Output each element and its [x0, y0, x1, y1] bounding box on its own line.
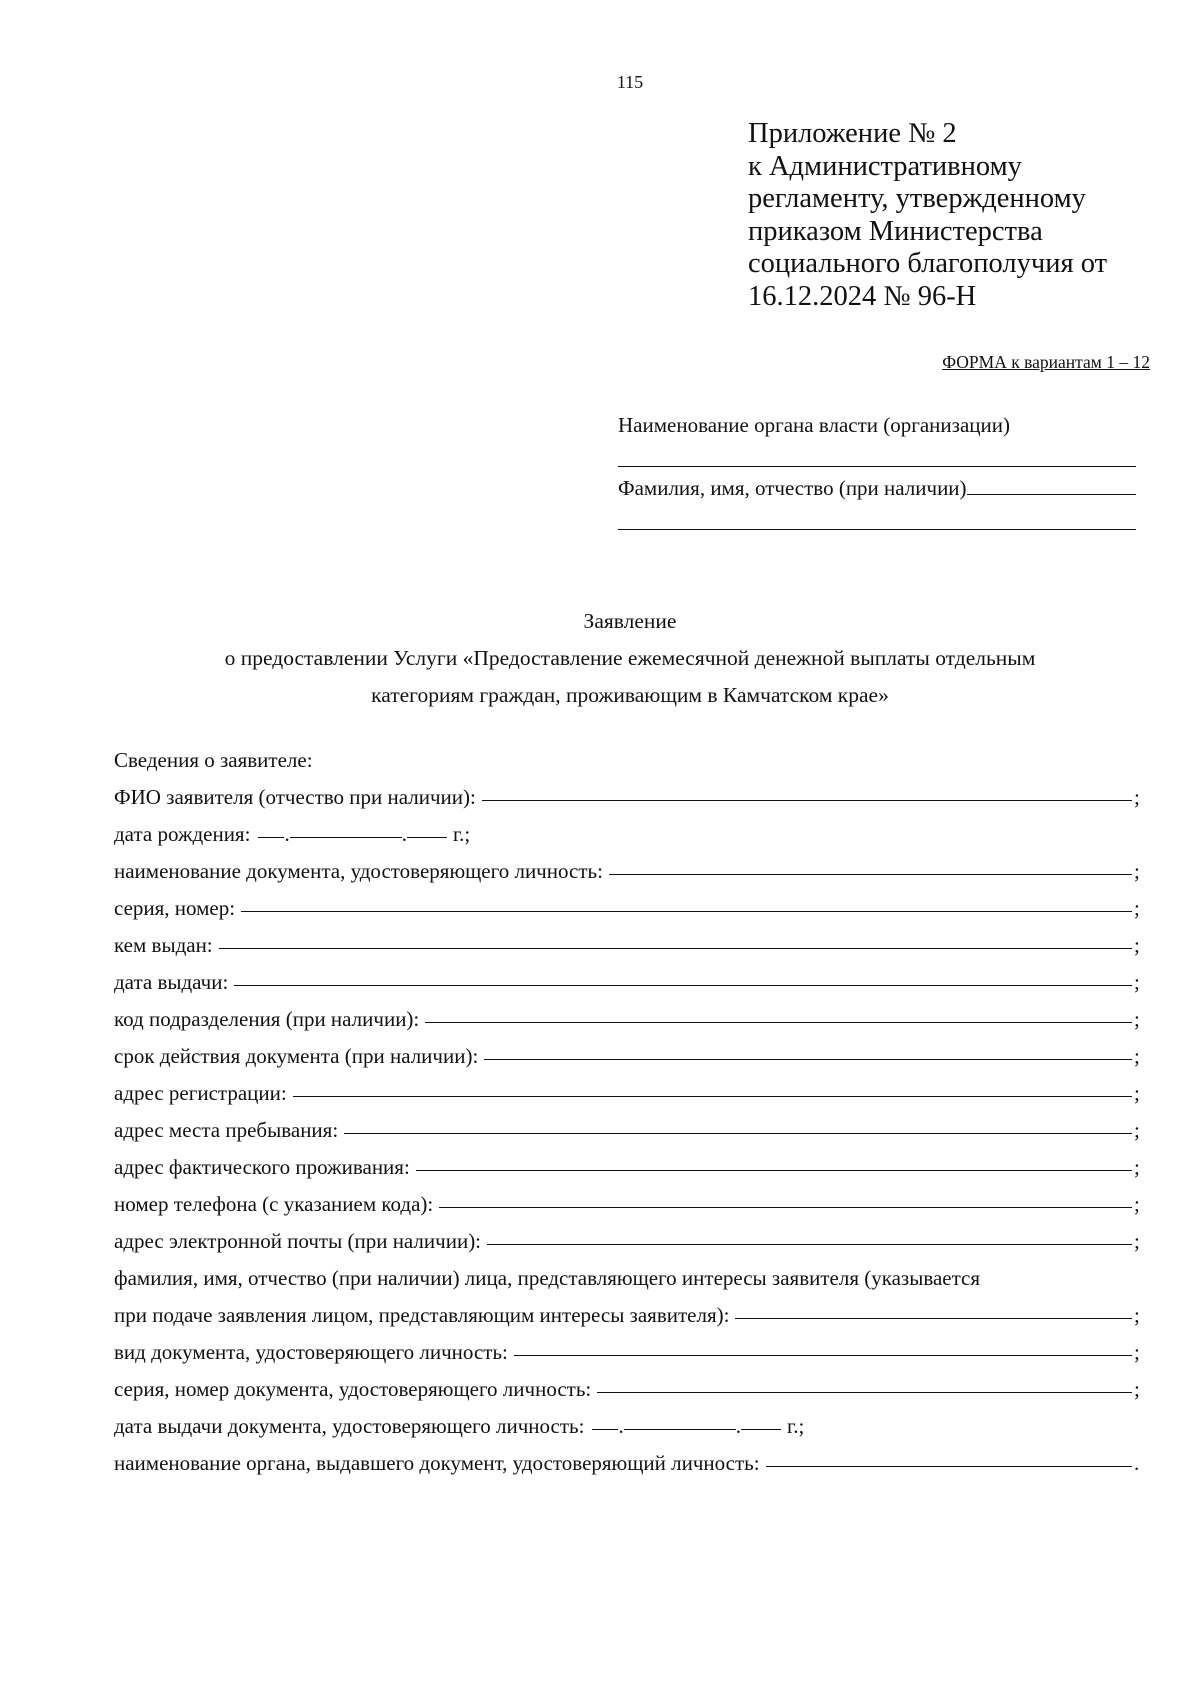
- reg-address-input[interactable]: [293, 1096, 1132, 1097]
- field-label: при подаче заявления лицом, представляющим интересы заявителя):: [114, 1303, 730, 1327]
- field-label: серия, номер документа, удостоверяющего личность:: [114, 1377, 592, 1401]
- appendix-line: приказом Министерства: [748, 215, 1043, 247]
- field-row: срок действия документа (при наличии): ;: [114, 1044, 1140, 1068]
- field-row: код подразделения (при наличии): ;: [114, 1007, 1140, 1031]
- field-row: кем выдан: ;: [114, 933, 1140, 957]
- appendix-line: Приложение № 2: [748, 118, 957, 149]
- rep-doc-date-input[interactable]: . .: [592, 1414, 781, 1439]
- email-input[interactable]: [487, 1244, 1132, 1245]
- page-number: 115: [616, 72, 644, 92]
- field-label: адрес фактического проживания:: [114, 1155, 410, 1179]
- fio-field[interactable]: [967, 493, 1136, 495]
- applicant-fields: [114, 748, 1142, 1488]
- field-label: дата выдачи документа, удостоверяющего личность:: [114, 1414, 585, 1438]
- field-row: дата выдачи: ;: [114, 970, 1140, 994]
- field-label: адрес места пребывания:: [114, 1118, 339, 1142]
- field-row: ФИО заявителя (отчество при наличии): ;: [114, 785, 1140, 809]
- field-label: дата рождения:: [114, 822, 251, 846]
- actual-address-input[interactable]: [416, 1170, 1132, 1171]
- field-label: номер телефона (с указанием кода):: [114, 1192, 434, 1216]
- field-row: адрес регистрации: ;: [114, 1081, 1140, 1105]
- field-row: [114, 1266, 1142, 1303]
- title-line: категориям граждан, проживающим в Камчатском крае»: [371, 683, 889, 707]
- birth-date-input[interactable]: . .: [258, 822, 447, 847]
- field-row: при подаче заявления лицом, представляющим интересы заявителя): ;: [114, 1303, 1140, 1327]
- field-row: адрес электронной почты (при наличии): ;: [114, 1229, 1140, 1253]
- field-row: дата рождения: . . г.;: [114, 822, 471, 846]
- field-label: вид документа, удостоверяющего личность:: [114, 1340, 508, 1364]
- section-label: Сведения о заявителе:: [114, 748, 313, 772]
- appendix-line: регламенту, утвержденному: [748, 183, 1086, 214]
- authority-field[interactable]: [618, 438, 1136, 467]
- field-row: дата выдачи документа, удостоверяющего личность: . . г.;: [114, 1414, 805, 1438]
- field-row: наименование документа, удостоверяющего личность: ;: [114, 859, 1140, 883]
- field-row: серия, номер: ;: [114, 896, 1140, 920]
- issued-by-input[interactable]: [219, 948, 1132, 949]
- field-label: наименование органа, выдавшего документ, удостоверяющий личность:: [114, 1451, 760, 1475]
- rep-doc-type-input[interactable]: [514, 1355, 1132, 1356]
- series-number-input[interactable]: [241, 911, 1132, 912]
- rep-doc-series-input[interactable]: [597, 1392, 1132, 1393]
- field-label: фамилия, имя, отчество (при наличии) лица, представляющего интересы заявителя (указывается: [114, 1266, 981, 1290]
- recipient-block: [618, 408, 1136, 530]
- appendix-line: социального благополучия от: [748, 248, 1108, 279]
- issue-date-input[interactable]: [234, 985, 1132, 986]
- fio-label: Фамилия, имя, отчество (при наличии): [618, 476, 967, 500]
- document-title: [0, 603, 1200, 714]
- appendix-header: [748, 118, 1168, 313]
- field-label: кем выдан:: [114, 933, 213, 957]
- doc-name-input[interactable]: [609, 874, 1132, 875]
- title-heading: Заявление: [583, 609, 677, 633]
- rep-doc-authority-input[interactable]: [766, 1466, 1132, 1467]
- phone-input[interactable]: [439, 1207, 1132, 1208]
- field-label: срок действия документа (при наличии):: [114, 1044, 479, 1068]
- field-row: наименование органа, выдавшего документ, удостоверяющий личность: .: [114, 1451, 1140, 1475]
- division-code-input[interactable]: [425, 1022, 1132, 1023]
- field-row: адрес фактического проживания: ;: [114, 1155, 1140, 1179]
- form-tag: ФОРМА к вариантам 1 – 12: [942, 352, 1150, 372]
- fio-field-continued[interactable]: [618, 501, 1136, 530]
- field-row: серия, номер документа, удостоверяющего личность: ;: [114, 1377, 1140, 1401]
- appendix-line: к Административному: [748, 150, 1022, 182]
- field-label: дата выдачи:: [114, 970, 229, 994]
- field-row: номер телефона (с указанием кода): ;: [114, 1192, 1140, 1216]
- appendix-line: 16.12.2024 № 96-Н: [748, 280, 977, 312]
- field-label: адрес электронной почты (при наличии):: [114, 1229, 482, 1253]
- authority-label: Наименование органа власти (организации): [618, 413, 1010, 437]
- rep-fio-input[interactable]: [735, 1318, 1132, 1319]
- field-row: вид документа, удостоверяющего личность: ;: [114, 1340, 1140, 1364]
- field-label: ФИО заявителя (отчество при наличии):: [114, 785, 476, 809]
- field-label: код подразделения (при наличии):: [114, 1007, 420, 1031]
- field-row: адрес места пребывания: ;: [114, 1118, 1140, 1142]
- field-label: адрес регистрации:: [114, 1081, 287, 1105]
- stay-address-input[interactable]: [344, 1133, 1132, 1134]
- title-line: о предоставлении Услуги «Предоставление ежемесячной денежной выплаты отдельным: [224, 646, 1036, 670]
- validity-input[interactable]: [484, 1059, 1132, 1060]
- field-label: серия, номер:: [114, 896, 236, 920]
- field-label: наименование документа, удостоверяющего личность:: [114, 859, 603, 883]
- fio-input[interactable]: [482, 800, 1132, 801]
